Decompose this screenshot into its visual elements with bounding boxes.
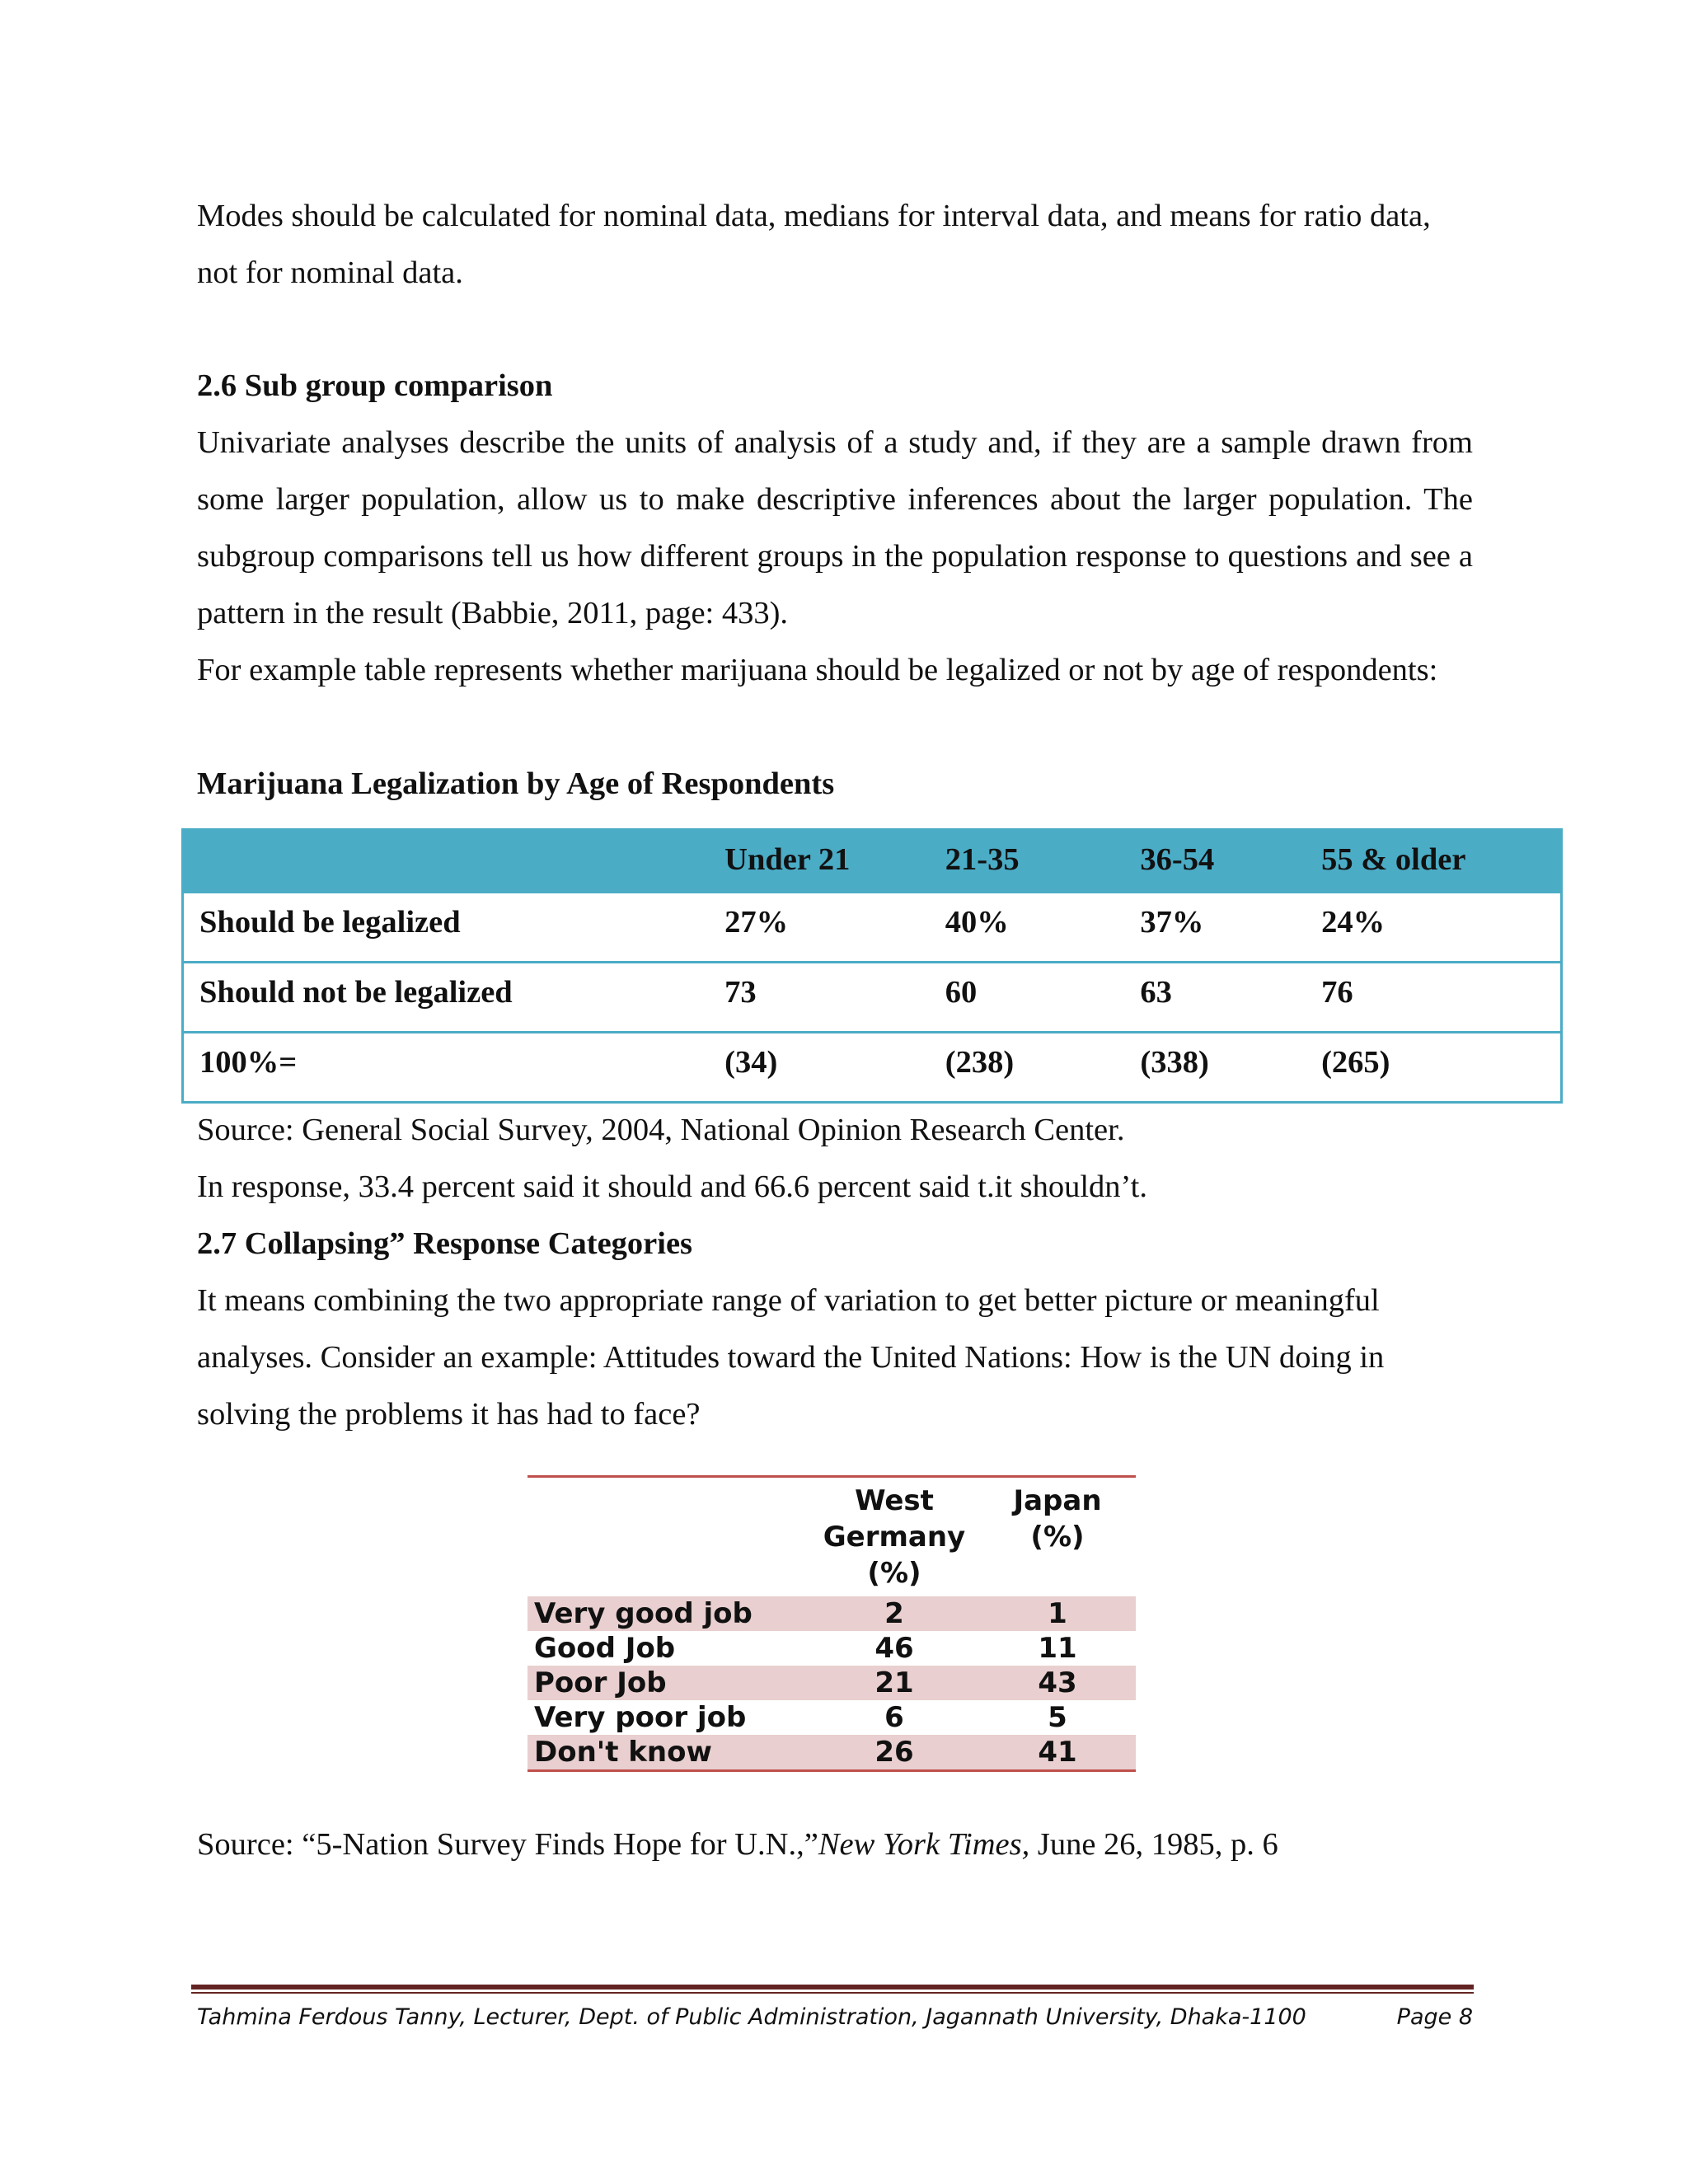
table-cell: 37% [1124,893,1306,963]
table-header-row [183,830,1562,893]
table-cell: 43 [979,1666,1136,1700]
table-row [528,1631,1136,1666]
response-sentence: In response, 33.4 percent said it should and 66.6 percent said t.it shouldn’t. [197,1169,1148,1204]
table-cell: 26 [809,1735,979,1771]
header-cell: 36-54 [1140,842,1215,877]
source-suffix: June 26, 1985, p. 6 [1029,1827,1278,1862]
example-paragraph: For example table represents whether marijuana should be legalized or not by age of respondents: [197,653,1438,687]
un-attitudes-table-wrap [528,1475,1136,1772]
table-cell: 6 [884,1701,904,1734]
table-row [528,1735,1136,1771]
source-prefix: Source: “5-Nation Survey Finds Hope for U.N.,” [197,1827,818,1862]
footer-author: Tahmina Ferdous Tanny, Lecturer, Dept. of Public Administration, Jagannath University, Dhaka-1100 [197,2004,1306,2030]
table-row [183,893,1562,963]
table-cell: 63 [1124,963,1306,1033]
section-2-6-paragraph: Univariate analyses describe the units of analysis of a study and, if they are a sample drawn from some larger population, allow us to make descriptive inferences about the larger population. The subgroup comparisons tell us how different groups in the population response to questions and see a pattern in the result (Babbie, 2011, page: 433). [197,425,1473,630]
header-cell: Japan (%) [1013,1484,1102,1554]
intro-line-2: not for nominal data. [197,255,463,290]
table-header-row [528,1477,1136,1597]
table-row [528,1700,1136,1735]
table-cell: 21 [809,1666,979,1700]
source-publication: New York Times, [818,1827,1030,1862]
table-cell: 76 [1306,963,1561,1033]
table-1-source: Source: General Social Survey, 2004, National Opinion Research Center. [197,1113,1125,1147]
table-cell: (265) [1306,1033,1561,1103]
header-cell: 55 & older [1321,842,1466,877]
page-number: Page 8 [1396,2004,1473,2030]
row-label: Should not be legalized [183,963,710,1033]
section-2-7-heading: 2.7 Collapsing” Response Categories [197,1226,693,1261]
table-cell: (34) [709,1033,930,1103]
header-cell [183,830,710,893]
header-cell: West Germany (%) [823,1484,966,1590]
table-row [528,1596,1136,1631]
row-label: Very poor job [534,1701,747,1734]
marijuana-age-table [181,828,1563,1104]
table-cell: 24% [1306,893,1561,963]
row-label: Should be legalized [183,893,710,963]
table-2-source [197,1816,1278,1873]
section-2-6-heading: 2.6 Sub group comparison [197,368,553,403]
header-cell: 21-35 [945,842,1020,877]
row-label: Good Job [534,1632,676,1665]
table-row [183,963,1562,1033]
header-cell [528,1477,809,1597]
table-row [183,1033,1562,1103]
row-label: Don't know [528,1735,809,1771]
row-label: Poor Job [528,1666,809,1700]
table-cell: 1 [979,1596,1136,1631]
header-cell: Under 21 [724,842,851,877]
table-1-title: Marijuana Legalization by Age of Respondents [197,766,835,801]
table-cell: 5 [1048,1701,1067,1734]
table-cell: 73 [709,963,930,1033]
table-cell: 11 [1038,1632,1077,1665]
table-cell: 40% [930,893,1125,963]
table-cell: 27% [709,893,930,963]
table-cell: 46 [874,1632,914,1665]
table-cell: (338) [1124,1033,1306,1103]
footer-rule-thin [191,1992,1474,1994]
table-cell: 2 [809,1596,979,1631]
table-cell: 60 [930,963,1125,1033]
intro-line-1: Modes should be calculated for nominal data, medians for interval data, and means for ratio data, [197,199,1431,233]
row-label: 100%= [183,1033,710,1103]
section-2-7-paragraph: It means combining the two appropriate range of variation to get better picture or meaningful analyses. Consider an example: Attitudes toward the United Nations: How is the UN doing in solving the problems it has had to face? [197,1283,1385,1432]
footer-rule-thick [191,1985,1474,1990]
un-attitudes-table [528,1475,1136,1772]
table-cell: (238) [930,1033,1125,1103]
row-label: Very good job [528,1596,809,1631]
table-cell: 41 [979,1735,1136,1771]
table-row [528,1666,1136,1700]
page-footer [197,1999,1473,2036]
